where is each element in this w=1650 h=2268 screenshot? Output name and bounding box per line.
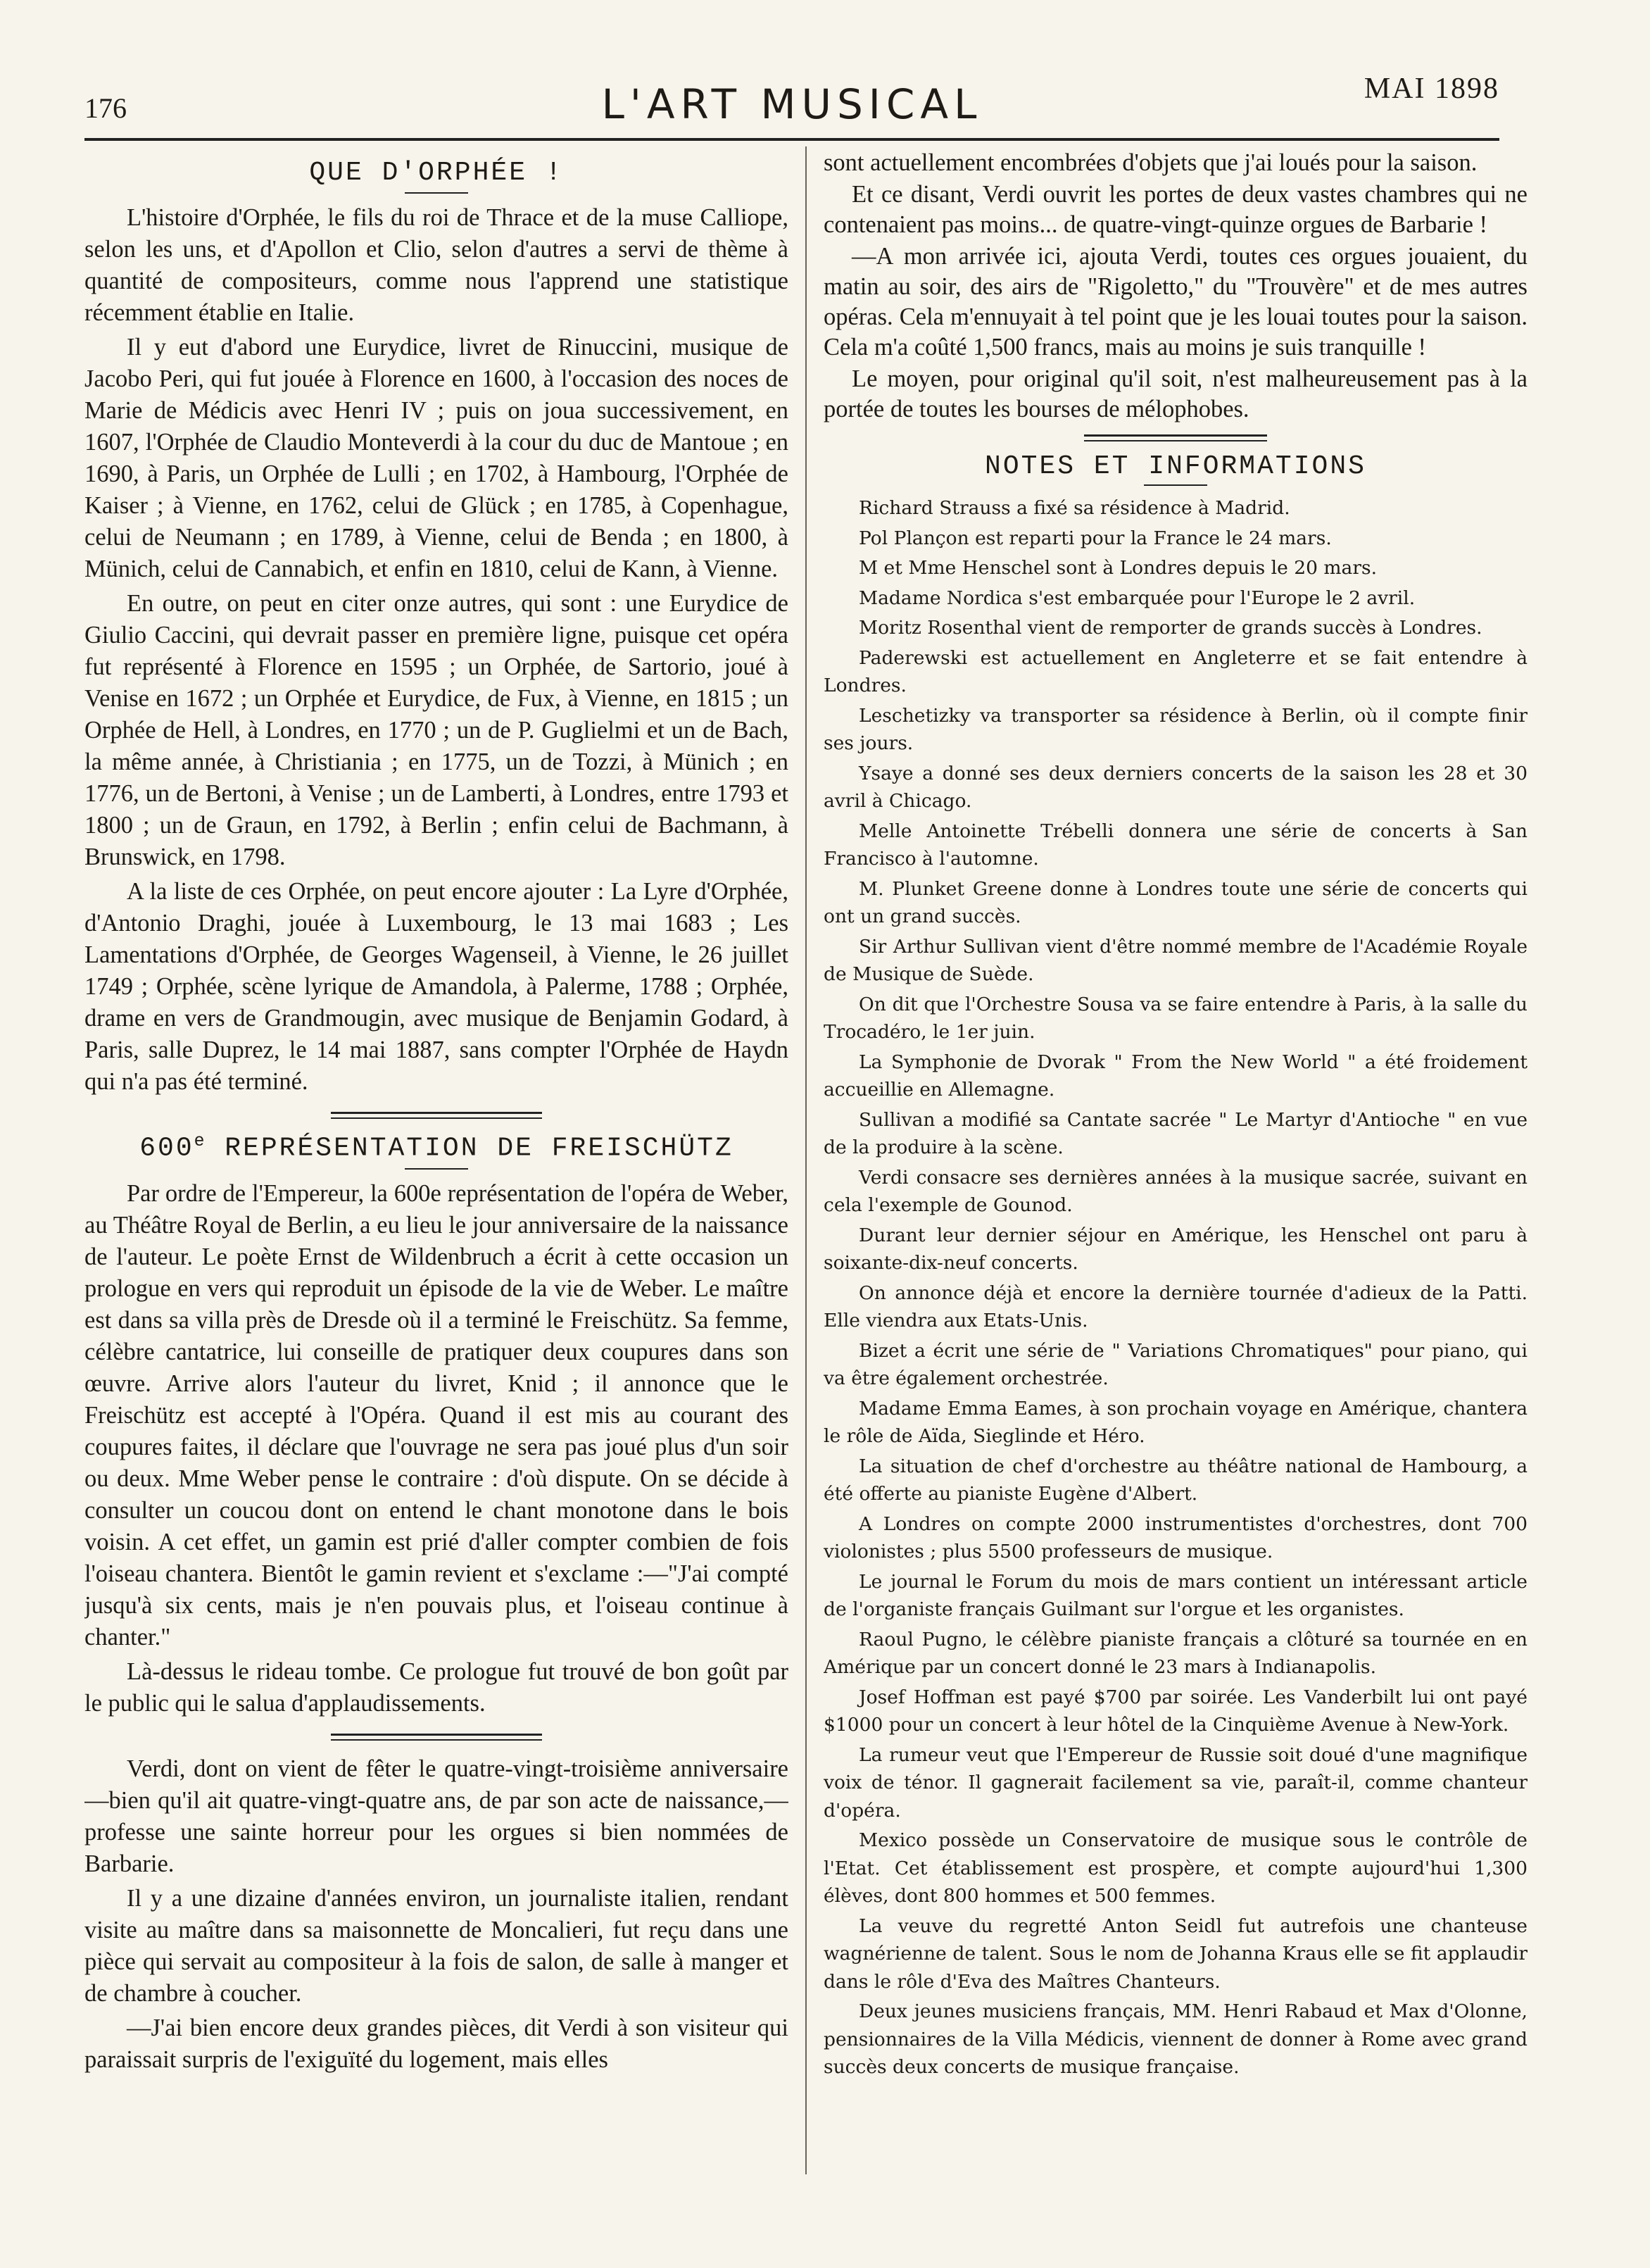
news-item: On dit que l'Orchestre Sousa va se faire entendre à Paris, à la salle du Trocadéro, le 1er juin.	[824, 993, 1528, 1043]
article-paragraph: L'histoire d'Orphée, le fils du roi de Thrace et de la muse Calliope, selon les uns, et d'Apollon et Clio, selon d'autres a servi de thème à quantité de compositeurs, comme nous l'apprend une statistique récemment établie en Italie.	[84, 204, 788, 326]
news-item: Le journal le Forum du mois de mars contient un intéressant article de l'organiste français Guilmant sur l'orgue et les organistes.	[824, 1570, 1528, 1620]
news-item: M. Plunket Greene donne à Londres toute une série de concerts qui ont un grand succès.	[824, 877, 1528, 927]
article-title-freischutz	[84, 1132, 788, 1164]
news-item: Leschetizky va transporter sa résidence à Berlin, où il compte finir ses jours.	[824, 704, 1528, 754]
masthead: L'ART MUSICAL	[601, 80, 983, 128]
news-item: Durant leur dernier séjour en Amérique, les Henschel ont paru à soixante-dix-neuf concerts.	[824, 1224, 1528, 1274]
article-paragraph: Verdi, dont on vient de fêter le quatre-vingt-troisième anniversaire—bien qu'il ait quatre-vingt-quatre ans, de par son acte de naissance,—professe une sainte horreur pour les orgues si bien nommées de Barbarie.	[84, 1755, 788, 1877]
section-separator	[331, 1112, 542, 1119]
section-separator	[1084, 434, 1267, 441]
news-item: Josef Hoffman est payé $700 par soirée. Les Vanderbilt lui ont payé $1000 pour un concert à leur hôtel de la Cinquième Avenue à New-York.	[824, 1686, 1528, 1736]
left-column	[84, 148, 788, 2176]
title-rule	[405, 192, 468, 194]
title-number: 600	[139, 1133, 194, 1164]
news-item: Madame Emma Eames, à son prochain voyage en Amérique, chantera le rôle de Aïda, Sieglinde et Héro.	[824, 1397, 1528, 1447]
section-separator	[331, 1734, 542, 1741]
page-header	[84, 70, 1499, 148]
article-paragraph: —J'ai bien encore deux grandes pièces, dit Verdi à son visiteur qui paraissait surpris de l'exiguïté du logement, mais elles	[84, 2014, 788, 2073]
news-item: Paderewski est actuellement en Angleterre et se fait entendre à Londres.	[824, 646, 1528, 696]
news-item: Verdi consacre ses dernières années à la musique sacrée, suivant en cela l'exemple de Gounod.	[824, 1166, 1528, 1216]
news-item: Bizet a écrit une série de " Variations Chromatiques" pour piano, qui va être également orchestrée.	[824, 1339, 1528, 1389]
article-paragraph: A la liste de ces Orphée, on peut encore ajouter : La Lyre d'Orphée, d'Antonio Draghi, jouée à Luxembourg, le 13 mai 1683 ; Les Lamentations d'Orphée, de Georges Wagenseil, à Vienne, le 26 juillet 1749 ; Orphée, scène lyrique de Amandola, à Palerme, 1788 ; Orphée, drame en vers de Grandmougin, avec musique de Benjamin Godard, à Paris, salle Duprez, le 14 mai 1887, sans compter l'Orphée de Haydn qui n'a pas été terminé.	[84, 878, 788, 1095]
news-item: Ysaye a donné ses deux derniers concerts de la saison les 28 et 30 avril à Chicago.	[824, 762, 1528, 812]
article-paragraph: Le moyen, pour original qu'il soit, n'est malheureusement pas à la portée de toutes les bourses de mélophobes.	[824, 365, 1528, 422]
article-paragraph: sont actuellement encombrées d'objets que j'ai loués pour la saison.	[824, 149, 1478, 176]
news-item: Moritz Rosenthal vient de remporter de grands succès à Londres.	[859, 617, 1482, 639]
notes-list	[824, 494, 1528, 2081]
news-item: Mexico possède un Conservatoire de musique sous le contrôle de l'Etat. Cet établissement est prospère, et compte aujourd'hui 1,300 élèves, dont 800 hommes et 500 femmes.	[824, 1829, 1528, 1907]
news-item: Sir Arthur Sullivan vient d'être nommé membre de l'Académie Royale de Musique de Suède.	[824, 935, 1528, 985]
news-item: Raoul Pugno, le célèbre pianiste français a clôturé sa tournée en en Amérique par un concert donné le 23 mars à Indianapolis.	[824, 1628, 1528, 1678]
article-paragraph: Il y eut d'abord une Eurydice, livret de Rinuccini, musique de Jacobo Peri, qui fut jouée à Florence en 1600, à l'occasion des noces de Marie de Médicis avec Henri IV ; puis on joua successivement, en 1607, l'Orphée de Claudio Monteverdi à la cour du duc de Mantoue ; en 1690, à Paris, un Orphée de Lulli ; en 1702, à Hambourg, l'Orphée de Kaiser ; à Vienne, en 1762, celui de Glück ; en 1785, à Copenhague, celui de Neumann ; en 1789, à Vienne, celui de Benda ; en 1800, à Münich, celui de Cannabich, et enfin en 1810, celui de Kann, à Vienne.	[84, 334, 788, 582]
notes-title: NOTES ET INFORMATIONS	[985, 451, 1366, 482]
title-rule	[405, 1168, 468, 1170]
article-paragraph: En outre, on peut en citer onze autres, qui sont : une Eurydice de Giulio Caccini, qui devrait passer en première ligne, puisque cet opéra fut représenté à Florence en 1595 ; un Orphée, de Sartorio, joué à Venise en 1672 ; un Orphée et Eurydice, de Fux, à Vienne, en 1815 ; un Orphée de Hell, à Londres, en 1770 ; un de P. Guglielmi et un de Bach, la même année, à Christiania ; en 1775, un de Tozzi, à Münich ; en 1776, un de Bertoni, à Venise ; un de Lamberti, à Londres, entre 1793 et 1800 ; un de Graun, en 1792, à Berlin ; enfin celui de Bachmann, à Brunswick, en 1798.	[84, 590, 788, 870]
column-divider	[805, 146, 807, 2174]
news-item: On annonce déjà et encore la dernière tournée d'adieux de la Patti. Elle viendra aux Etats-Unis.	[824, 1282, 1528, 1332]
news-item: Melle Antoinette Trébelli donnera une série de concerts à San Francisco à l'automne.	[824, 820, 1528, 870]
news-item: La rumeur veut que l'Empereur de Russie soit doué d'une magnifique voix de ténor. Il gagnerait facilement sa vie, paraît-il, comme chanteur d'opéra.	[824, 1743, 1528, 1822]
verdi-continuation	[824, 148, 1528, 425]
article-paragraph: —A mon arrivée ici, ajouta Verdi, toutes ces orgues jouaient, du matin au soir, des airs de "Rigoletto," du "Trouvère" et de mes autres opéras. Cela m'ennuyait à tel point que je les louai toutes pour la saison. Cela m'a coûté 1,500 francs, mais au moins je suis tranquille !	[824, 243, 1528, 361]
article-paragraph: Et ce disant, Verdi ouvrit les portes de deux vastes chambres qui ne contenaient pas moins... de quatre-vingt-quinze orgues de Barbarie !	[824, 181, 1528, 238]
issue-date: MAI 1898	[1364, 73, 1499, 105]
news-item: Deux jeunes musiciens français, MM. Henri Rabaud et Max d'Olonne, pensionnaires de la Villa Médicis, viennent de donner à Rome avec grand succès deux concerts de musique française.	[824, 2000, 1528, 2078]
article-paragraph: Là-dessus le rideau tombe. Ce prologue fut trouvé de bon goût par le public qui le salua d'applaudissements.	[84, 1658, 788, 1717]
news-item: La situation de chef d'orchestre au théâtre national de Hambourg, a été offerte au pianiste Eugène d'Albert.	[824, 1455, 1528, 1505]
article-title-orphee: QUE D'ORPHÉE !	[309, 158, 564, 188]
news-item: M et Mme Henschel sont à Londres depuis le 20 mars.	[859, 557, 1378, 579]
news-item: Pol Plançon est reparti pour la France le 24 mars.	[859, 527, 1332, 549]
right-column	[824, 148, 1528, 2176]
title-superscript: e	[194, 1132, 207, 1151]
news-item: A Londres on compte 2000 instrumentistes d'orchestres, dont 700 violonistes ; plus 5500 professeurs de musique.	[824, 1512, 1528, 1562]
title-rest: REPRÉSENTATION DE FREISCHÜTZ	[206, 1133, 733, 1164]
header-rule	[84, 138, 1499, 141]
news-item: Madame Nordica s'est embarquée pour l'Europe le 2 avril.	[859, 587, 1416, 609]
news-item: La veuve du regretté Anton Seidl fut autrefois une chanteuse wagnérienne de talent. Sous le nom de Johanna Kraus elle se fit applaudir dans le rôle d'Eva des Maîtres Chanteurs.	[824, 1915, 1528, 1993]
news-item: Sullivan a modifié sa Cantate sacrée " Le Martyr d'Antioche " en vue de la produire à la scène.	[824, 1108, 1528, 1158]
page-number: 176	[84, 92, 127, 124]
news-item: La Symphonie de Dvorak " From the New World " a été froidement accueillie en Allemagne.	[824, 1051, 1528, 1101]
title-rule	[1144, 484, 1207, 486]
article-paragraph: Par ordre de l'Empereur, la 600e représentation de l'opéra de Weber, au Théâtre Royal de Berlin, a eu lieu le jour anniversaire de la naissance de l'auteur. Le poète Ernst de Wildenbruch a écrit à cette occasion un prologue en vers qui reproduit un épisode de la vie de Weber. Le maître est dans sa villa près de Dresde où il a terminé le Freischütz. Sa femme, célèbre cantatrice, lui conseille de pratiquer deux coupures dans son œuvre. Arrive alors l'auteur du livret, Knid ; il annonce que le Freischütz est accepté à l'Opéra. Quand il est mis au courant des coupures faites, il déclare que l'ouvrage ne sera pas joué plus d'un soir ou deux. Mme Weber pense le contraire : d'où dispute. On se décide à consulter un coucou dont on entend le chant monotone dans le bois voisin. A cet effet, un gamin est prié d'aller compter combien de fois l'oiseau chantera. Bientôt le gamin revient et s'exclame :—"J'ai compté jusqu'à six cents, mais je n'en pouvais plus, et l'oiseau continue à chanter."	[84, 1179, 788, 1650]
article-paragraph: Il y a une dizaine d'années environ, un journaliste italien, rendant visite au maître dans sa maisonnette de Moncalieri, fut reçu dans une pièce qui servait au compositeur à la fois de salon, de salle à manger et de chambre à coucher.	[84, 1884, 788, 2007]
news-item: Richard Strauss a fixé sa résidence à Madrid.	[859, 497, 1290, 519]
